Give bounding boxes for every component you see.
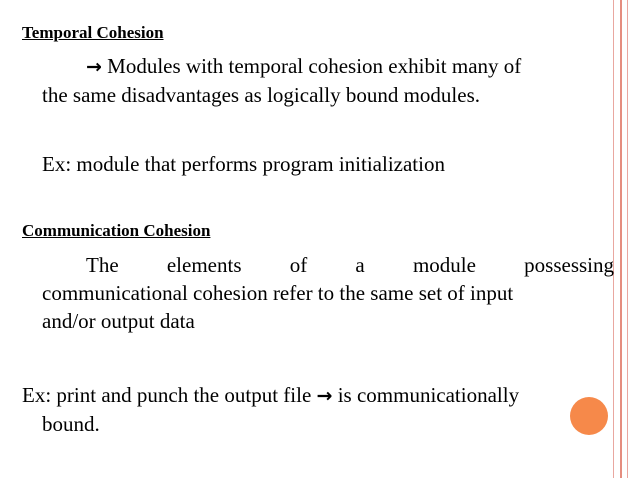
communication-cohesion-example <box>22 381 622 438</box>
communication-example-part-1: Ex: print and punch the output file <box>22 383 312 407</box>
heading-temporal-cohesion: Temporal Cohesion <box>22 23 164 42</box>
decorative-rule-right <box>627 0 628 478</box>
communication-example-part-2: is communicationally <box>337 383 520 407</box>
communication-example-line-1 <box>22 381 622 410</box>
communication-example-line-2: bound. <box>42 412 100 436</box>
temporal-example-text: Ex: module that performs program initialization <box>42 152 445 176</box>
communication-line-2: communicational cohesion refer to the same set of input <box>42 281 514 305</box>
temporal-line-1 <box>42 52 614 81</box>
communication-line-3: and/or output data <box>42 309 195 333</box>
right-arrow-icon: → <box>86 56 102 78</box>
temporal-cohesion-description <box>42 52 614 109</box>
right-arrow-icon: → <box>316 385 333 407</box>
communication-cohesion-description <box>42 251 614 335</box>
heading-communication-cohesion: Communication Cohesion <box>22 221 211 240</box>
temporal-cohesion-example <box>42 150 614 178</box>
communication-line-1: The elements of a module possessing <box>86 253 614 277</box>
temporal-line-1-text: Modules with temporal cohesion exhibit many of <box>107 54 522 78</box>
temporal-line-2: the same disadvantages as logically bound modules. <box>42 83 480 107</box>
